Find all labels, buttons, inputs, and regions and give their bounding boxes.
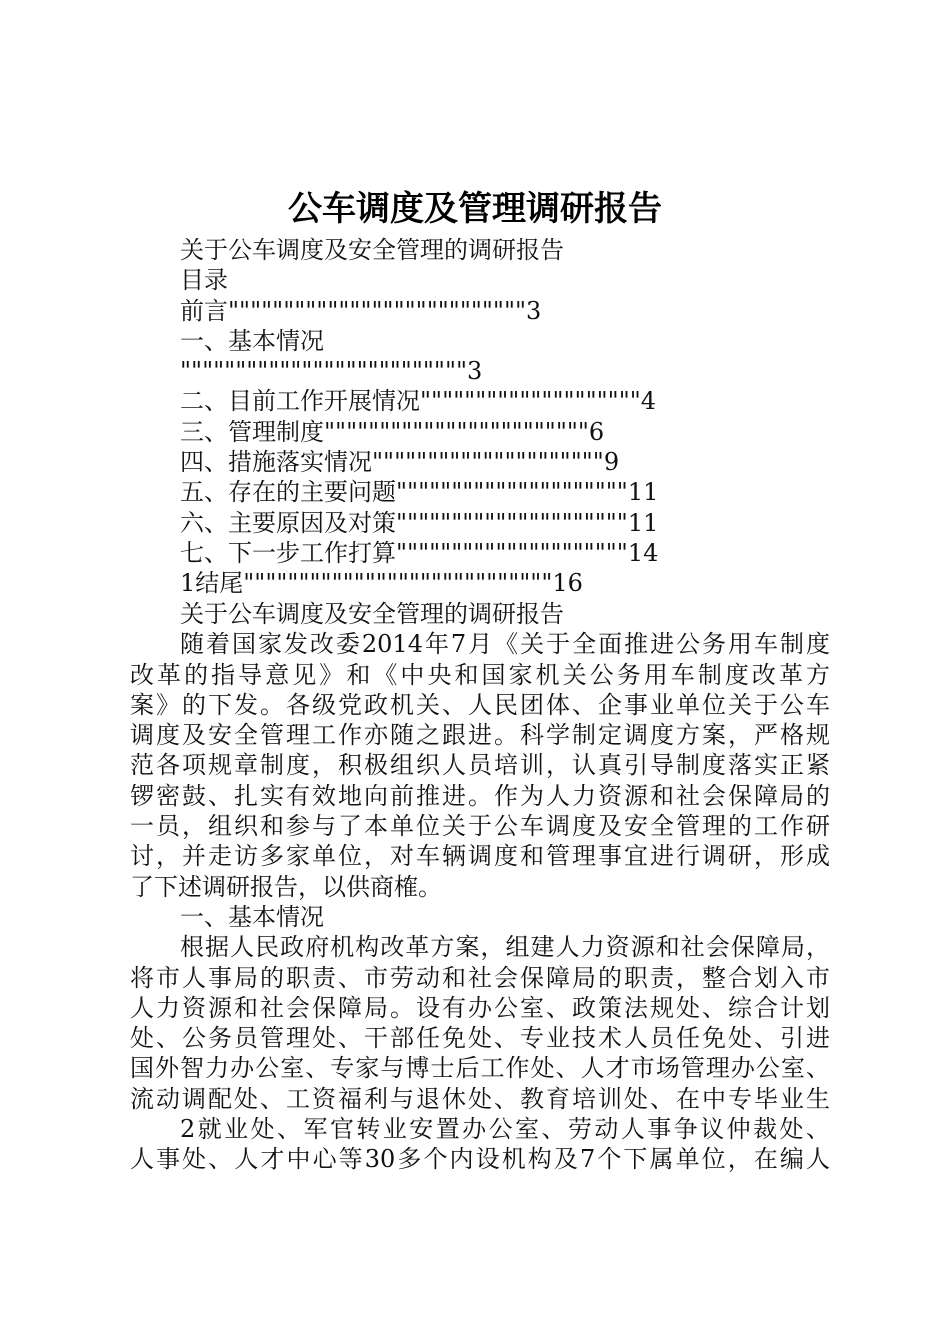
toc-entry: 五、存在的主要问题"""""""""""""""""""""11 bbox=[180, 478, 659, 507]
document-body bbox=[130, 599, 830, 1175]
body-text-line: 一、基本情况 bbox=[180, 902, 324, 931]
toc-heading: 目录 bbox=[180, 266, 228, 295]
toc-entry: 四、措施落实情况"""""""""""""""""""""9 bbox=[180, 448, 620, 477]
toc-entry: 二、目前工作开展情况""""""""""""""""""""4 bbox=[180, 387, 657, 416]
body-text-line: 锣密鼓、扎实有效地向前推进。作为人力资源和社会保障局的 bbox=[130, 781, 830, 810]
document-title: 公车调度及管理调研报告 bbox=[288, 189, 662, 229]
body-text-line: 调度及安全管理工作亦随之跟进。科学制定调度方案，严格规 bbox=[130, 721, 830, 750]
body-text-line: 改革的指导意见》和《中央和国家机关公务用车制度改革方 bbox=[130, 660, 830, 689]
toc-subtitle: 关于公车调度及安全管理的调研报告 bbox=[180, 236, 564, 264]
body-text-line: 人事处、人才中心等30多个内设机构及7个下属单位，在编人 bbox=[130, 1145, 830, 1174]
toc-entry: 三、管理制度""""""""""""""""""""""""6 bbox=[180, 417, 605, 446]
body-text-line: 范各项规章制度，积极组织人员培训，认真引导制度落实正紧 bbox=[130, 751, 830, 780]
toc-entry: 一、基本情况 bbox=[180, 326, 324, 355]
toc-entry: 六、主要原因及对策"""""""""""""""""""""11 bbox=[180, 508, 659, 537]
body-text-line: 关于公车调度及安全管理的调研报告 bbox=[180, 600, 564, 628]
toc-entry: """"""""""""""""""""""""""3 bbox=[180, 357, 483, 386]
body-text-line: 讨，并走访多家单位，对车辆调度和管理事宜进行调研，形成 bbox=[130, 842, 830, 871]
body-text-line: 将市人事局的职责、市劳动和社会保障局的职责，整合划入市 bbox=[130, 963, 830, 992]
body-text-line: 根据人民政府机构改革方案，组建人力资源和社会保障局， bbox=[180, 933, 830, 962]
toc-entry: 前言"""""""""""""""""""""""""""3 bbox=[180, 296, 542, 325]
body-text-line: 流动调配处、工资福利与退休处、教育培训处、在中专毕业生 bbox=[130, 1084, 830, 1113]
body-text-line: 人力资源和社会保障局。设有办公室、政策法规处、综合计划 bbox=[130, 993, 830, 1022]
body-text-line: 一员，组织和参与了本单位关于公车调度及安全管理的工作研 bbox=[130, 812, 830, 841]
toc-entry: 1结尾""""""""""""""""""""""""""""16 bbox=[180, 569, 583, 598]
table-of-contents bbox=[130, 235, 830, 599]
body-text-line: 了下述调研报告，以供商榷。 bbox=[130, 872, 442, 901]
body-text-line: 随着国家发改委2014年7月《关于全面推进公务用车制度 bbox=[180, 630, 830, 659]
body-text-line: 国外智力办公室、专家与博士后工作处、人才市场管理办公室、 bbox=[130, 1054, 830, 1083]
body-text-line: 2就业处、军官转业安置办公室、劳动人事争议仲裁处、 bbox=[180, 1115, 830, 1144]
body-text-line: 处、公务员管理处、干部任免处、专业技术人员任免处、引进 bbox=[130, 1024, 830, 1053]
toc-entries bbox=[130, 296, 830, 599]
toc-entry: 七、下一步工作打算"""""""""""""""""""""14 bbox=[180, 538, 659, 567]
body-text-line: 案》的下发。各级党政机关、人民团体、企事业单位关于公车 bbox=[130, 690, 830, 719]
